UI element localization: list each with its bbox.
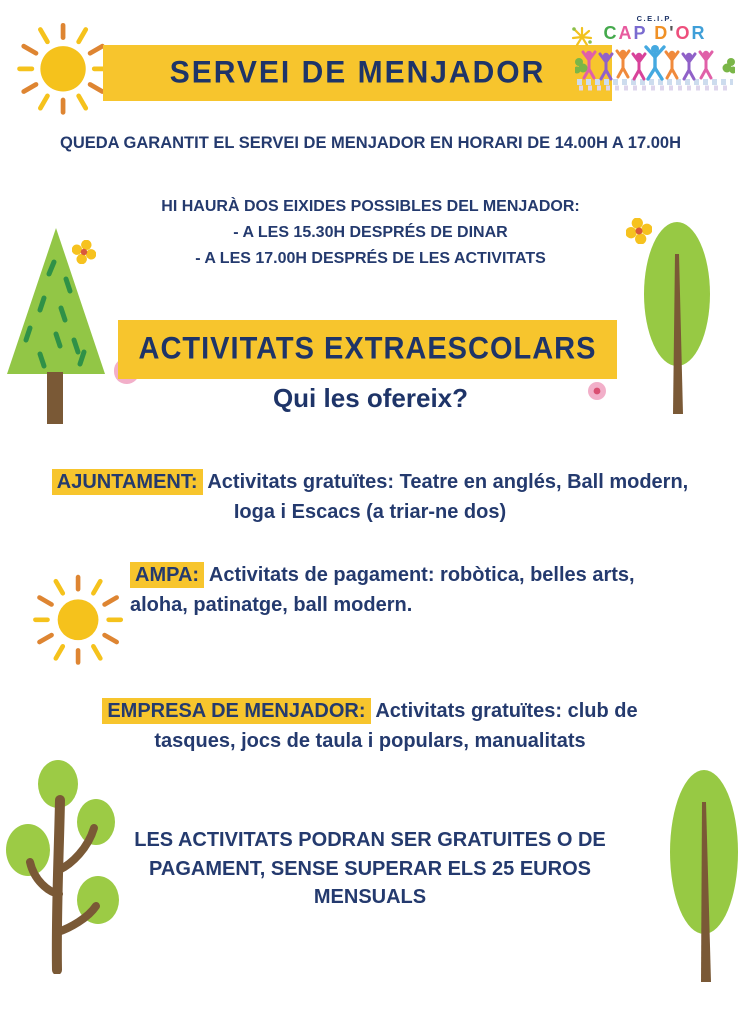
round-tree-illustration	[668, 752, 741, 987]
sun-icon	[28, 566, 130, 668]
guarantee-line: QUEDA GARANTIT EL SERVEI DE MENJADOR EN HORARI DE 14.00H A 17.00H	[59, 134, 682, 152]
logo-school-name: CAP D'OR	[603, 23, 707, 43]
provider-ajuntament-label: AJUNTAMENT:	[52, 469, 203, 495]
star-scribble-icon	[571, 26, 593, 48]
exit-schedule-heading: HI HAURÀ DOS EIXIDES POSSIBLES DEL MENJADOR:	[161, 198, 580, 215]
school-logo	[575, 12, 735, 107]
footer-note: LES ACTIVITATS PODRAN SER GRATUITES O DE PAGAMENT, SENSE SUPERAR ELS 25 EUROS MENSUALS	[134, 829, 606, 908]
provider-ampa-label: AMPA:	[130, 562, 204, 588]
title-banner	[103, 45, 612, 101]
sun-icon	[12, 14, 116, 118]
provider-ajuntament-description: Activitats gratuïtes: Teatre en anglés, Ball modern, Ioga i Escacs (a triar-ne dos)	[207, 471, 689, 523]
provider-ampa-description: Activitats de pagament: robòtica, belles arts, aloha, patinatge, ball modern.	[130, 564, 635, 616]
dancing-children-illustration	[575, 44, 735, 96]
exit-schedule-item: - A LES 15.30H DESPRÉS DE DINAR	[233, 224, 508, 241]
provider-ampa	[130, 560, 650, 620]
yellow-flower-icon	[72, 240, 96, 264]
activities-banner-title: ACTIVITATS EXTRAESCOLARS	[138, 331, 597, 367]
provider-empresa-description: Activitats gratuïtes: club de tasques, jocs de taula i populars, manualitats	[154, 700, 638, 752]
exit-schedule-item: - A LES 17.00H DESPRÉS DE LES ACTIVITATS	[195, 250, 546, 267]
provider-empresa	[70, 696, 670, 756]
provider-ajuntament	[50, 467, 690, 527]
activities-banner	[118, 320, 617, 379]
yellow-flower-icon	[626, 218, 652, 244]
who-offers-question: Qui les ofereix?	[272, 383, 469, 413]
provider-empresa-label: EMPRESA DE MENJADOR:	[102, 698, 370, 724]
logo-school-type: C.E.I.P.	[636, 14, 674, 23]
poster-title: SERVEI DE MENJADOR	[169, 54, 546, 90]
